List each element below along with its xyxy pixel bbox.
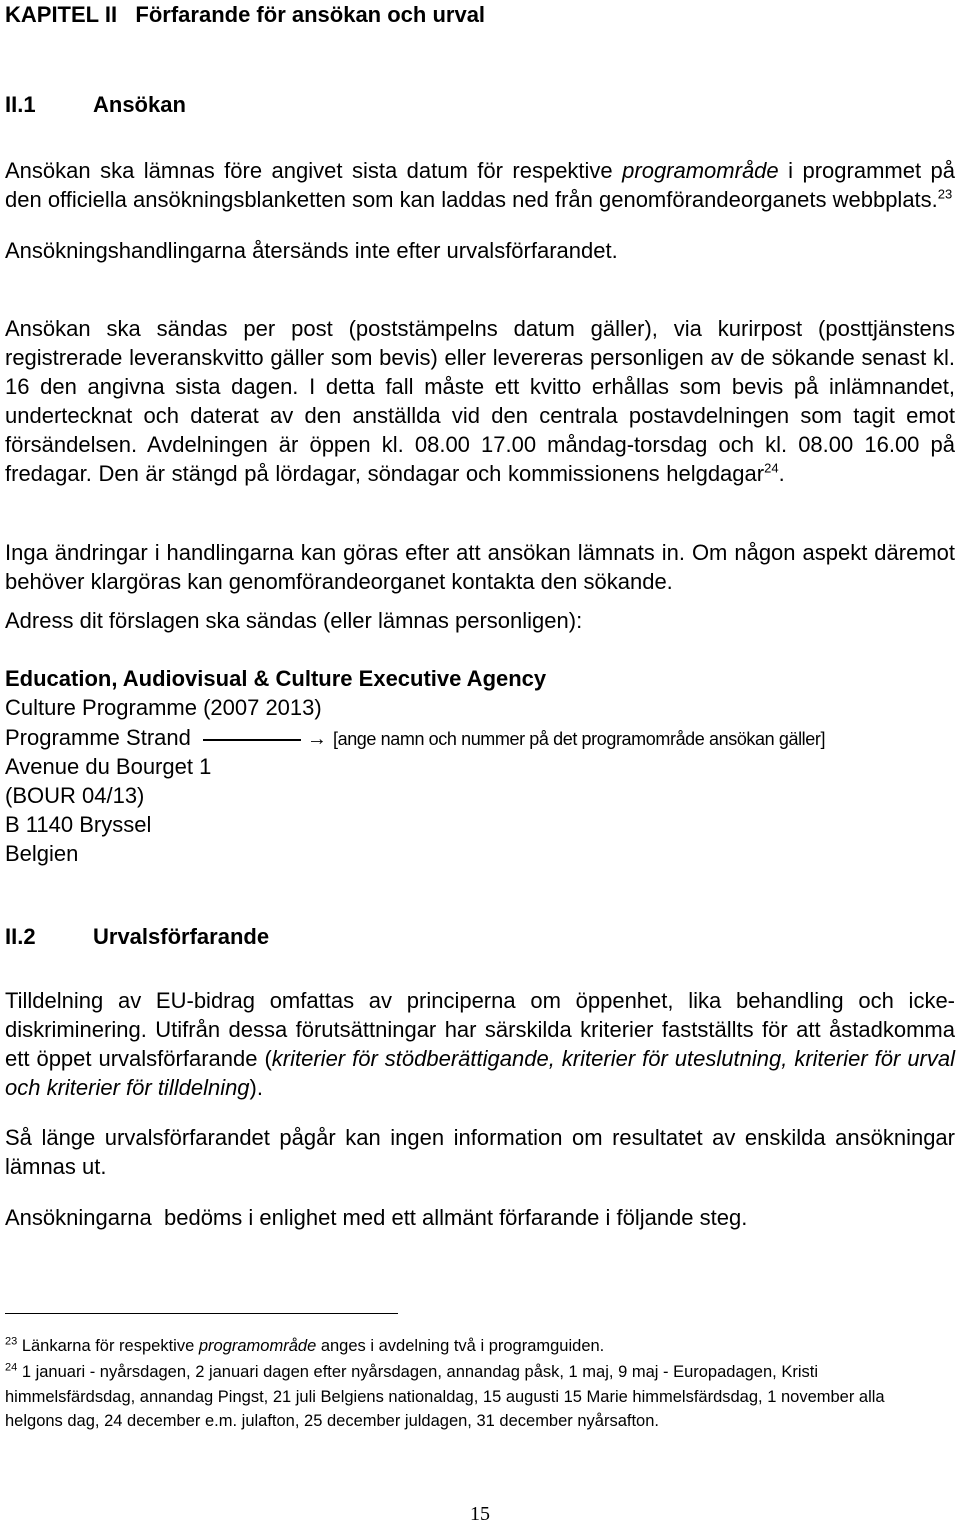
italic-criteria: kriterier för stödberättigande, kriterier för uteslutning, kriterier för urval och kriterier för tilldelning bbox=[5, 1046, 955, 1100]
paragraph-not-returned bbox=[5, 236, 955, 265]
address-agency: Education, Audiovisual & Culture Executive Agency bbox=[5, 666, 547, 691]
arrow-icon: → bbox=[306, 728, 327, 750]
text: 1 januari - nyårsdagen, 2 januari dagen efter nyårsdagen, annandag påsk, 1 maj, 9 maj - Europadagen, Kristi himmelsfärdsdag, annandag Pingst, 21 juli Belgiens nationaldag, 15 augusti 15 Marie himmelsfärdsdag, 1 november alla helgons dag, 24 december e.m. julafton, 25 december juldagen, 31 december nyårsafton. bbox=[5, 1363, 885, 1430]
italic-term: programområde bbox=[198, 1337, 317, 1355]
address-street: Avenue du Bourget 1 bbox=[5, 754, 212, 779]
section-title: Urvalsförfarande bbox=[93, 924, 270, 949]
page-number: 15 bbox=[470, 1503, 490, 1525]
footnote-separator bbox=[5, 1313, 398, 1314]
section-heading-2 bbox=[5, 924, 36, 950]
section-title-2 bbox=[93, 924, 269, 950]
strand-blank-line bbox=[203, 739, 301, 741]
address-country: Belgien bbox=[5, 841, 79, 866]
section-number: II.2 bbox=[5, 924, 36, 949]
paragraph-no-changes bbox=[5, 538, 955, 596]
paragraph-submission-methods bbox=[5, 314, 955, 488]
text: Ansökan ska sändas per post (poststämpelns datum gäller), via kurirpost (posttjänstens registrerade leveranskvitto gäller som bevis) eller levereras personligen av de sökande senast kl. 16 den angivna sista dagen. I detta fall måste ett kvitto erhållas som bevis på inlämnandet, undertecknat och daterat av den anställda vid den centrala postavdelningen som tagit emot försändelsen. Avdelningen är öppen kl. 08.00 17.00 måndag-torsdag och kl. 08.00 16.00 på fredagar. Den är stängd på lördagar, söndagar och kommissionens helgdagar bbox=[5, 316, 955, 486]
address-city: B 1140 Bryssel bbox=[5, 812, 152, 837]
text: Så länge urvalsförfarandet pågår kan ingen information om resultatet av enskilda ansökningar lämnas ut. bbox=[5, 1125, 955, 1179]
paragraph-address-intro bbox=[5, 606, 955, 635]
address-strand bbox=[5, 723, 825, 754]
paragraph-no-information bbox=[5, 1123, 955, 1181]
text: Adress dit förslagen ska sändas (eller lämnas personligen): bbox=[5, 608, 583, 633]
strand-instruction: [ange namn och nummer på det programområde ansökan gäller] bbox=[332, 729, 826, 749]
section-heading-1 bbox=[5, 92, 36, 118]
text: Inga ändringar i handlingarna kan göras efter att ansökan lämnats in. Om någon aspekt däremot behöver klargöras kan genomförandeorganet kontakta den sökande. bbox=[5, 540, 955, 594]
paragraph-selection-principles bbox=[5, 986, 955, 1102]
paragraph-application-deadline bbox=[5, 156, 955, 214]
address-programme: Culture Programme (2007 2013) bbox=[5, 695, 322, 720]
section-title-1 bbox=[93, 92, 186, 118]
strand-label: Programme Strand bbox=[5, 725, 191, 750]
text: ). bbox=[249, 1075, 263, 1100]
footnote-ref-24[interactable]: 24 bbox=[764, 460, 779, 476]
chapter-title: Förfarande för ansökan och urval bbox=[135, 2, 486, 27]
text: Länkarna för respektive bbox=[17, 1337, 199, 1355]
paragraph-assessment-steps bbox=[5, 1203, 955, 1232]
footnote-23 bbox=[5, 1334, 955, 1359]
footnote-mark: 23 bbox=[5, 1335, 18, 1348]
text: anges i avdelning två i programguiden. bbox=[316, 1337, 605, 1355]
chapter-heading bbox=[5, 2, 485, 28]
text: i programmet på den officiella ansökningsblanketten som kan laddas ned från genomförandeorganets webbplats. bbox=[5, 158, 956, 212]
text: Ansökningshandlingarna återsänds inte efter urvalsförfarandet. bbox=[5, 238, 618, 263]
section-number: II.1 bbox=[5, 92, 36, 117]
footnote-ref-23[interactable]: 23 bbox=[937, 186, 953, 202]
address-office: (BOUR 04/13) bbox=[5, 783, 145, 808]
text: . bbox=[778, 461, 785, 486]
footnote-24 bbox=[5, 1360, 945, 1434]
footnote-mark: 24 bbox=[5, 1361, 18, 1374]
text: Tilldelning av EU-bidrag omfattas av principerna om öppenhet, lika behandling och icke-diskriminering. Utifrån dessa förutsättningar har särskilda kriterier fastställts för att åstadkomma ett öppet urvalsförfarande ( bbox=[5, 988, 955, 1071]
text: Ansökan ska lämnas före angivet sista datum för respektive bbox=[5, 158, 623, 183]
italic-term: programområde bbox=[622, 158, 779, 183]
section-title: Ansökan bbox=[93, 92, 186, 117]
chapter-number: KAPITEL II bbox=[5, 2, 118, 27]
text: Ansökningarna bedöms i enlighet med ett allmänt förfarande i följande steg. bbox=[5, 1205, 748, 1230]
